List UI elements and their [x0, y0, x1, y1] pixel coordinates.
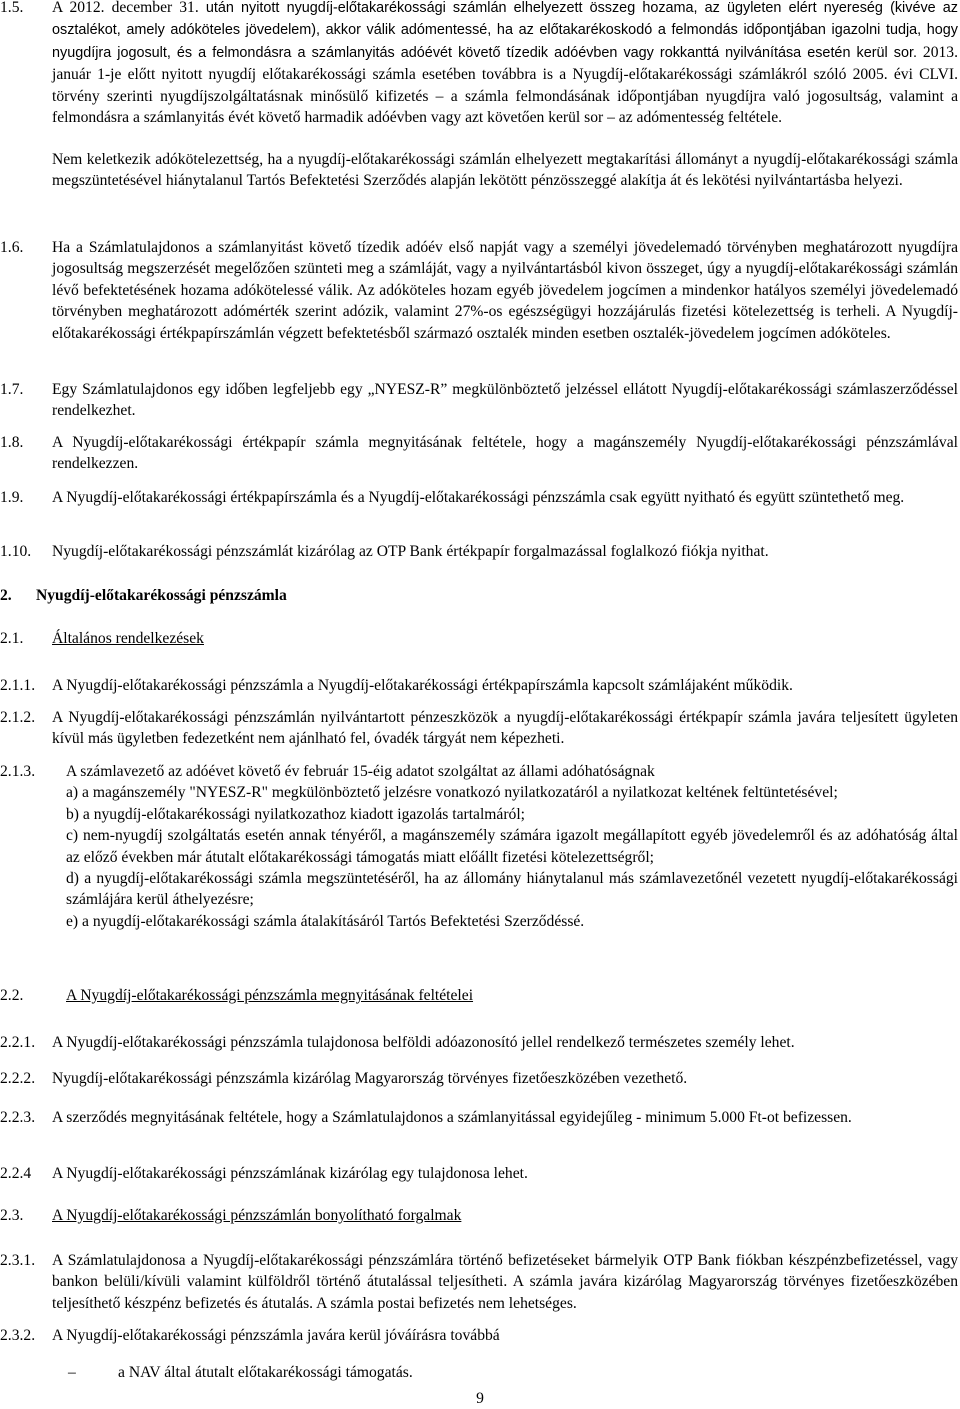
section-number: 2.2.2. [0, 1070, 36, 1087]
section-number: 2.1.1. [0, 677, 36, 694]
section-number: 1.9. [0, 489, 24, 506]
section-title: A Nyugdíj-előtakarékossági pénzszámlán bonyolítható forgalmak [52, 1207, 462, 1224]
section-text [52, 0, 958, 128]
section-text: Nyugdíj-előtakarékossági pénzszámla kizárólag Magyarország törvényes fizetőeszközében vezethető. [52, 1070, 688, 1087]
list-item-a: a) a magánszemély "NYESZ-R" megkülönböztető jelzésre vonatkozó nyilatkozatáról a nyilatkozat keltének feltüntetésével; [66, 784, 838, 802]
section-text: A Nyugdíj-előtakarékossági pénzszámlának kizárólag egy tulajdonosa lehet. [52, 1165, 528, 1182]
list-item-e: e) a nyugdíj-előtakarékossági számla átalakításáról Tartós Befektetési Szerződéssé. [66, 912, 585, 930]
section-text: A Nyugdíj-előtakarékossági pénzszámla tulajdonosa belföldi adóazonosító jellel rendelkező természetes személy lehet. [52, 1034, 795, 1051]
section-text: Nyugdíj-előtakarékossági pénzszámlát kizárólag az OTP Bank értékpapír forgalmazással foglalkozó fiókja nyithat. [52, 543, 769, 560]
dash-bullet: – [68, 1364, 76, 1381]
section-number: 2.1. [0, 630, 24, 647]
section-number: 2.2.4 [0, 1165, 32, 1182]
section-number: 1.6. [0, 239, 24, 256]
section-number: 1.5. [0, 0, 24, 16]
section-title: A Nyugdíj-előtakarékossági pénzszámla megnyitásának feltételei [66, 987, 474, 1004]
section-text: A Nyugdíj-előtakarékossági értékpapírszámla és a Nyugdíj-előtakarékossági pénzszámla csak együtt nyitható és együtt szüntethető meg. [52, 489, 905, 506]
section-text: A Nyugdíj-előtakarékossági értékpapír számla megnyitásának feltétele, hogy a magánszemély Nyugdíj-előtakarékossági pénzszámlával rendelkezzen. [52, 434, 958, 473]
page-number: 9 [476, 1390, 484, 1407]
list-item-text: a NAV által átutalt előtakarékossági támogatás. [118, 1364, 413, 1381]
section-number: 2.3. [0, 1207, 24, 1224]
section-number: 2.2.1. [0, 1034, 36, 1051]
section-number: 1.10. [0, 543, 32, 560]
section-text: Egy Számlatulajdonos egy időben legfeljebb egy „NYESZ-R” megkülönböztető jelzéssel ellátott Nyugdíj-előtakarékossági számlaszerződéssel rendelkezhet. [52, 381, 958, 420]
section-number: 2.1.2. [0, 709, 36, 726]
section-text: A Nyugdíj-előtakarékossági pénzszámla javára kerül jóváírásra továbbá [52, 1327, 500, 1344]
paragraph: Nem keletkezik adókötelezettség, ha a nyugdíj-előtakarékossági számlán elhelyezett megtakarítási állományt a nyugdíj-előtakarékossági számla megszüntetésével hiánytalanul Tartós Befektetési Szerződés alapján lekötött pénzösszeggé alakítja át és lekötési nyilvántartásba helyezi. [52, 151, 958, 190]
section-number: 1.8. [0, 434, 24, 451]
section-number: 2.3.1. [0, 1252, 36, 1269]
list-item-d: d) a nyugdíj-előtakarékossági számla megszüntetéséről, ha az állomány hiánytalanul más számlavezetőnél vezetett nyugdíj-előtakarékossági számlájára kerül áthelyezésre; [66, 870, 958, 909]
section-1-5-date: A 2012. december 31. [52, 0, 199, 16]
section-number: 2. [0, 587, 12, 604]
section-text: A Nyugdíj-előtakarékossági pénzszámla a Nyugdíj-előtakarékossági értékpapírszámla kapcsolt számlájaként működik. [52, 677, 793, 694]
section-1-5-body: után nyitott nyugdíj-előtakarékossági számlán elhelyezett összeg hozama, az ügyleten elért nyereség (kivéve az osztalékot, amely adóköteles jövedelem), akkor válik adómentessé, ha az előtakarékoskodó a felmondás időpontjában igazolni tudja, hogy nyugdíjra jogosult, és a felmondásra a számlanyitás adóévét követő tízedik adóévben vagy rokkanttá nyilvánítása esetén kerül sor. [52, 0, 959, 61]
section-text [66, 761, 958, 932]
section-text: A szerződés megnyitásának feltétele, hogy a Számlatulajdonos a számlanyitással egyidejűleg - minimum 5.000 Ft-ot befizessen. [52, 1109, 852, 1126]
list-item-c: c) nem-nyugdíj szolgáltatás esetén annak tényéről, a magánszemély számára igazolt megállapított egyéb jövedelemről és az adóhatóság által az előző években már átutalt előtakarékossági támogatás miatt előállt fizetési kötelezettségről; [66, 827, 958, 866]
section-1-5-continuation: 2013. január 1-je előtt nyitott nyugdíj előtakarékossági számla esetében továbbra is a Nyugdíj-előtakarékossági számlákról szóló 2005. évi CLVI. törvény szerinti nyugdíjszolgáltatásnak minősülő kifizetés – a számla felmondásának időpontjában nyugdíjra való jogosultság, valamint a felmondásra a számlanyitás évét követő harmadik adóévben vagy azt követően kerül sor – az adómentesség feltétele. [52, 43, 959, 127]
section-number: 1.7. [0, 381, 24, 398]
section-text: Ha a Számlatulajdonos a számlanyitást követő tízedik adóév első napját vagy a személyi jövedelemadó törvényben meghatározott nyugdíjra jogosultság megszerzését megelőzően szünteti meg a számláját, vagy a nyilvántartásból kivon összeget, úgy a nyugdíj-előtakarékossági számlán lévő befektetésének hozama adókötelessé válik. Az adóköteles hozam egyéb jövedelem jogcímen a mindenkor hatályos személyi jövedelemadó törvényben meghatározott adómérték szerint adózik, valamint 27%-os egészségügyi hozzájárulás fizetési kötelezettség is terheli. A Nyugdíj-előtakarékossági értékpapírszámlán végzett befektetésből származó osztalék minden esetben osztalék-jövedelem jogcímen adóköteles. [52, 239, 958, 342]
section-number: 2.1.3. [0, 763, 36, 780]
section-number: 2.2. [0, 987, 24, 1004]
section-number: 2.3.2. [0, 1327, 36, 1344]
section-title: Nyugdíj-előtakarékossági pénzszámla [36, 587, 287, 604]
section-number: 2.2.3. [0, 1109, 36, 1126]
section-text: A Számlatulajdonosa a Nyugdíj-előtakarékossági pénzszámlára történő befizetéseket bármelyik OTP Bank fiókban készpénzbefizetéssel, vagy bankon belüli/kívüli valamint külföldről történő átutalással teljesítheti. A számla javára kizárólag Magyarország törvényes fizetőeszközében teljesíthető készpénz befizetés és átutalás. A számla postai befizetés nem lehetséges. [52, 1252, 958, 1312]
list-intro: A számlavezető az adóévet követő év február 15-éig adatot szolgáltat az állami adóhatóságnak [66, 763, 655, 780]
section-text: A Nyugdíj-előtakarékossági pénzszámlán nyilvántartott pénzeszközök a nyugdíj-előtakarékossági értékpapír számla javára teljesített ügyleten kívül más ügyletben fedezetként nem ajánlható fel, óvadék tárgyát nem képezheti. [52, 709, 958, 748]
list-item-b: b) a nyugdíj-előtakarékossági nyilatkozathoz kiadott igazolás tartalmáról; [66, 805, 525, 823]
section-title: Általános rendelkezések [52, 630, 204, 647]
